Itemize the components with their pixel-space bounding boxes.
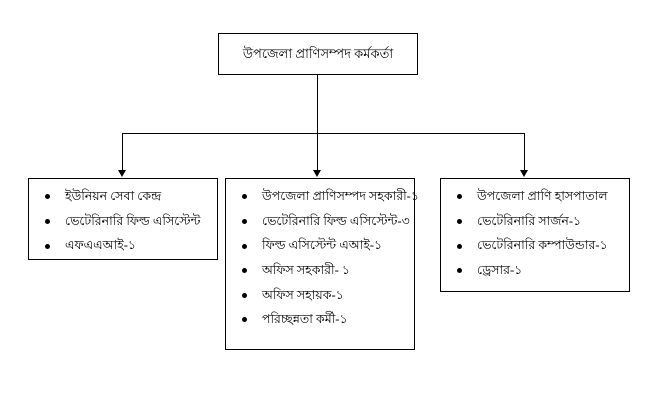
arrow-right-icon bbox=[520, 170, 528, 177]
node-upazila-animal-hospital bbox=[440, 178, 630, 292]
list-item bbox=[236, 189, 419, 205]
root-node-label: উপজেলা প্রাণিসম্পদ কর্মকর্তা bbox=[242, 45, 394, 61]
list-item bbox=[39, 214, 211, 230]
list-item-label: পরিচ্ছন্নতা কর্মী-১ bbox=[262, 312, 348, 327]
list-item-label: ভেটেরিনারি সার্জন-১ bbox=[477, 213, 582, 228]
list-item bbox=[236, 263, 408, 279]
list-item-label: ভেটেরিনারি ফিল্ড এসিস্টেন্ট-৩ bbox=[262, 213, 410, 228]
connector-horizontal-bus bbox=[122, 133, 524, 134]
bullet-icon bbox=[457, 268, 462, 273]
list-item bbox=[451, 189, 623, 205]
node-upazila-livestock-assistants bbox=[225, 178, 419, 350]
bullet-icon bbox=[457, 244, 462, 249]
connector-root-stem bbox=[317, 75, 318, 133]
arrow-middle-icon bbox=[313, 170, 321, 177]
bullet-icon bbox=[242, 293, 247, 298]
list-item-label: ড্রেসার-১ bbox=[477, 262, 523, 277]
list-item bbox=[236, 288, 408, 304]
list-item bbox=[236, 312, 408, 328]
bullet-icon bbox=[242, 268, 247, 273]
union-service-center-list bbox=[39, 189, 211, 254]
list-item bbox=[451, 263, 623, 279]
list-item bbox=[39, 238, 211, 254]
list-item bbox=[236, 238, 408, 254]
list-item-label: ভেটেরিনারি কম্পাউন্ডার-১ bbox=[477, 238, 608, 253]
connector-drop-right bbox=[524, 133, 525, 172]
list-item-label: এফএএআই-১ bbox=[65, 238, 137, 253]
bullet-icon bbox=[457, 194, 462, 199]
list-item-label: ফিল্ড এসিস্টেন্ট এআই-১ bbox=[262, 238, 383, 253]
bullet-icon bbox=[45, 219, 50, 224]
list-item-label: অফিস সহায়ক-১ bbox=[262, 287, 344, 302]
root-node bbox=[218, 33, 418, 75]
list-item-label: উপজেলা প্রাণি হাসপাতাল bbox=[477, 189, 608, 203]
bullet-icon bbox=[242, 219, 247, 224]
node-union-service-center bbox=[28, 178, 218, 260]
arrow-left-icon bbox=[118, 170, 126, 177]
list-item bbox=[451, 214, 623, 230]
upazila-livestock-assistants-list bbox=[236, 189, 419, 328]
list-item bbox=[236, 214, 408, 230]
list-item-label: ভেটেরিনারি ফিল্ড এসিস্টেন্ট bbox=[65, 213, 201, 228]
list-item bbox=[451, 238, 623, 254]
list-item bbox=[39, 189, 211, 205]
connector-drop-middle bbox=[317, 133, 318, 172]
connector-drop-left bbox=[122, 133, 123, 172]
bullet-icon bbox=[45, 244, 50, 249]
list-item-label: উপজেলা প্রাণিসম্পদ সহকারী-১ bbox=[262, 189, 419, 203]
bullet-icon bbox=[242, 244, 247, 249]
list-item-label: ইউনিয়ন সেবা কেন্দ্র bbox=[65, 189, 162, 203]
list-item-label: অফিস সহকারী- ১ bbox=[262, 262, 350, 277]
upazila-animal-hospital-list bbox=[451, 189, 623, 279]
bullet-icon bbox=[242, 317, 247, 322]
bullet-icon bbox=[457, 219, 462, 224]
bullet-icon bbox=[242, 194, 247, 199]
bullet-icon bbox=[45, 194, 50, 199]
